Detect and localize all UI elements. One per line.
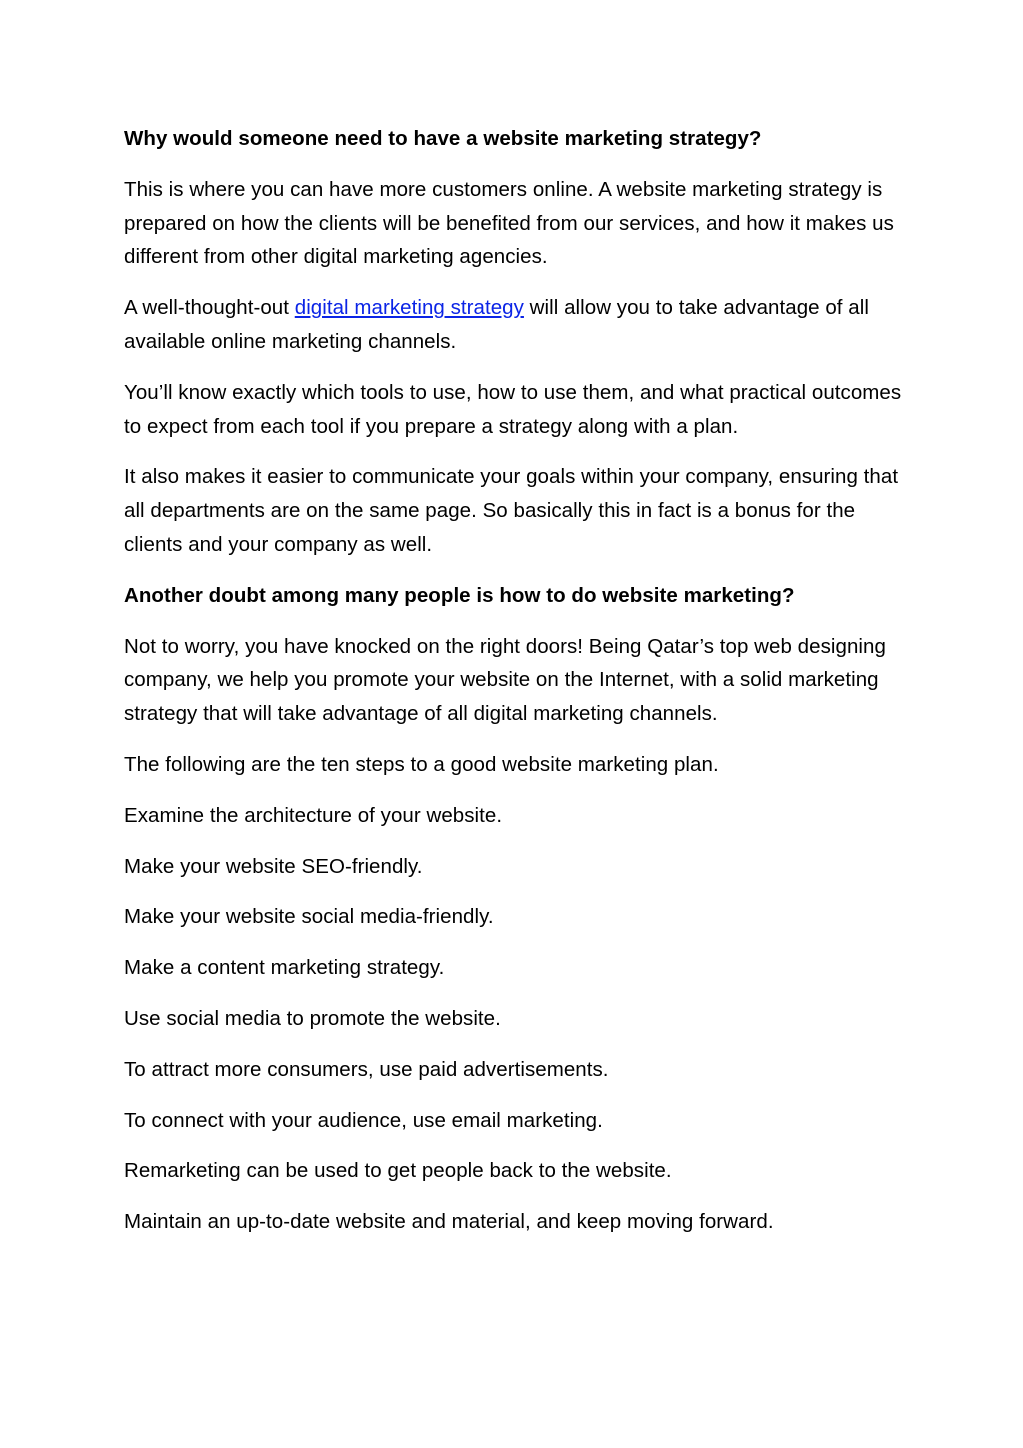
digital-marketing-strategy-link[interactable]: digital marketing strategy	[294, 296, 524, 320]
paragraph-strategy-tail: will allow you to take advantage of all available online marketing channels.	[124, 296, 869, 353]
step-item: Examine the architecture of your website.	[124, 803, 503, 827]
step-item: Make a content marketing strategy.	[124, 956, 445, 980]
step-item: To connect with your audience, use email marketing.	[124, 1108, 603, 1132]
steps-intro: The following are the ten steps to a good website marketing plan.	[124, 752, 719, 776]
step-item: Make your website social media-friendly.	[124, 905, 494, 929]
paragraph-strategy	[124, 291, 914, 359]
step-item: Use social media to promote the website.	[124, 1006, 501, 1030]
paragraph-qatar: Not to worry, you have knocked on the right doors! Being Qatar’s top web designing company, we help you promote your website on the Internet, with a solid marketing strategy that will take advantage of all digital marketing channels.	[124, 634, 886, 726]
step-item: Remarketing can be used to get people back to the website.	[124, 1159, 672, 1183]
paragraph-intro: This is where you can have more customers online. A website marketing strategy is prepared on how the clients will be benefited from our services, and how it makes us different from other digital marketing agencies.	[124, 177, 894, 269]
paragraph-strategy-lead: A well-thought-out	[124, 296, 295, 320]
document-body	[124, 122, 914, 1256]
section-heading-why: Why would someone need to have a website marketing strategy?	[124, 127, 762, 150]
step-item: Make your website SEO-friendly.	[124, 854, 423, 878]
paragraph-communicate: It also makes it easier to communicate your goals within your company, ensuring that all departments are on the same page. So basically this in fact is a bonus for the clients and your company as well.	[124, 465, 899, 556]
step-item: To attract more consumers, use paid advertisements.	[124, 1057, 609, 1081]
step-item: Maintain an up-to-date website and material, and keep moving forward.	[124, 1210, 774, 1234]
section-heading-how: Another doubt among many people is how to do website marketing?	[124, 583, 795, 607]
paragraph-tools: You’ll know exactly which tools to use, how to use them, and what practical outcomes to expect from each tool if you prepare a strategy along with a plan.	[124, 380, 902, 438]
